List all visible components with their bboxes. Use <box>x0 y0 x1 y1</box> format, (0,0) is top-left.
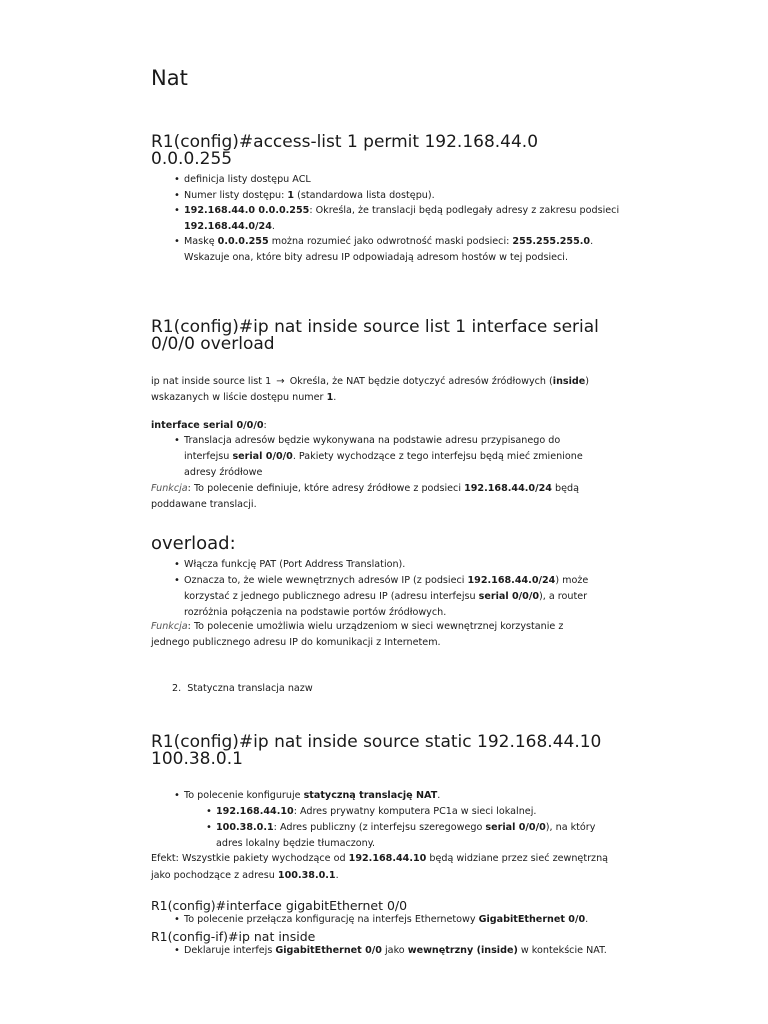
static-nat-bullets <box>184 788 644 804</box>
function-note-overload: Funkcja: To polecenie umożliwia wielu urządzeniom w sieci wewnętrznej korzystanie z jednego publicznego adresu IP do komunikacji z Internetem. <box>151 621 564 648</box>
paragraph-nat-source-list: ip nat inside source list 1 → Określa, że NAT będzie dotyczyć adresów źródłowych (inside) wskazanych w liście dostępu numer 1. <box>151 376 590 403</box>
function-note-list: Funkcja: To polecenie definiuje, które adresy źródłowe z podsieci 192.168.44.0/24 będą poddawane translacji. <box>151 483 579 510</box>
heading-nat-inside-source-list: R1(config)#ip nat inside source list 1 interface serial 0/0/0 overload <box>151 317 599 354</box>
heading-ip-nat-inside: R1(config-if)#ip nat inside <box>151 929 316 944</box>
arrow-right-icon: → <box>276 376 285 387</box>
list-item: • 192.168.44.10: Adres prywatny komputera PC1a w sieci lokalnej. <box>216 804 636 820</box>
list-item: • Włącza funkcję PAT (Port Address Translation). <box>184 557 644 573</box>
static-nat-subbullets <box>216 804 636 852</box>
interface-serial-bullets <box>184 433 644 481</box>
list-item: • definicja listy dostępu ACL <box>184 172 644 188</box>
list-item: • Oznacza to, że wiele wewnętrznych adresów IP (z podsieci 192.168.44.0/24) może korzystać z jednego publicznego adresu IP (adresu interfejsu serial 0/0/0), a router rozróżnia połączenia na podstawie portów źródłowych. <box>184 573 644 621</box>
list-item: • Maskę 0.0.0.255 można rozumieć jako odwrotność maski podsieci: 255.255.255.0. Wskazuje ona, które bity adresu IP odpowiadają adresom hostów w tej podsieci. <box>184 234 644 265</box>
list-item: • To polecenie przełącza konfigurację na interfejs Ethernetowy GigabitEthernet 0/0. <box>184 912 644 928</box>
ip-nat-inside-bullets <box>184 943 664 959</box>
heading-interface-gigabit: R1(config)#interface gigabitEthernet 0/0 <box>151 898 408 913</box>
access-list-bullets <box>184 172 644 265</box>
list-item: • 192.168.44.0 0.0.0.255: Określa, że translacji będą podlegały adresy z zakresu podsieci 192.168.44.0/24. <box>184 203 644 234</box>
interface-gigabit-bullets <box>184 912 644 928</box>
list-item: • To polecenie konfiguruje statyczną translację NAT. <box>184 788 644 804</box>
effect-note: Efekt: Wszystkie pakiety wychodzące od 192.168.44.10 będą widziane przez sieć zewnętrzną jako pochodzące z adresu 100.38.0.1. <box>151 853 609 881</box>
overload-bullets <box>184 557 644 621</box>
list-item: • Deklaruje interfejs GigabitEthernet 0/0 jako wewnętrzny (inside) w kontekście NAT. <box>184 943 664 959</box>
numbered-item-static-translation: 2. Statyczna translacja nazw <box>172 683 313 694</box>
subheading-interface-serial: interface serial 0/0/0: <box>151 420 267 431</box>
list-item: • Numer listy dostępu: 1 (standardowa lista dostępu). <box>184 188 644 204</box>
list-item: • Translacja adresów będzie wykonywana na podstawie adresu przypisanego do interfejsu serial 0/0/0. Pakiety wychodzące z tego interfejsu będą mieć zmienione adresy źródłowe <box>184 433 644 481</box>
heading-nat-inside-static: R1(config)#ip nat inside source static 192.168.44.10 100.38.0.1 <box>151 732 602 769</box>
heading-overload: overload: <box>151 533 236 554</box>
heading-access-list: R1(config)#access-list 1 permit 192.168.44.0 0.0.0.255 <box>151 132 539 169</box>
list-item: • 100.38.0.1: Adres publiczny (z interfejsu szeregowego serial 0/0/0), na który adres lokalny będzie tłumaczony. <box>216 820 636 852</box>
page-title: Nat <box>151 66 188 90</box>
